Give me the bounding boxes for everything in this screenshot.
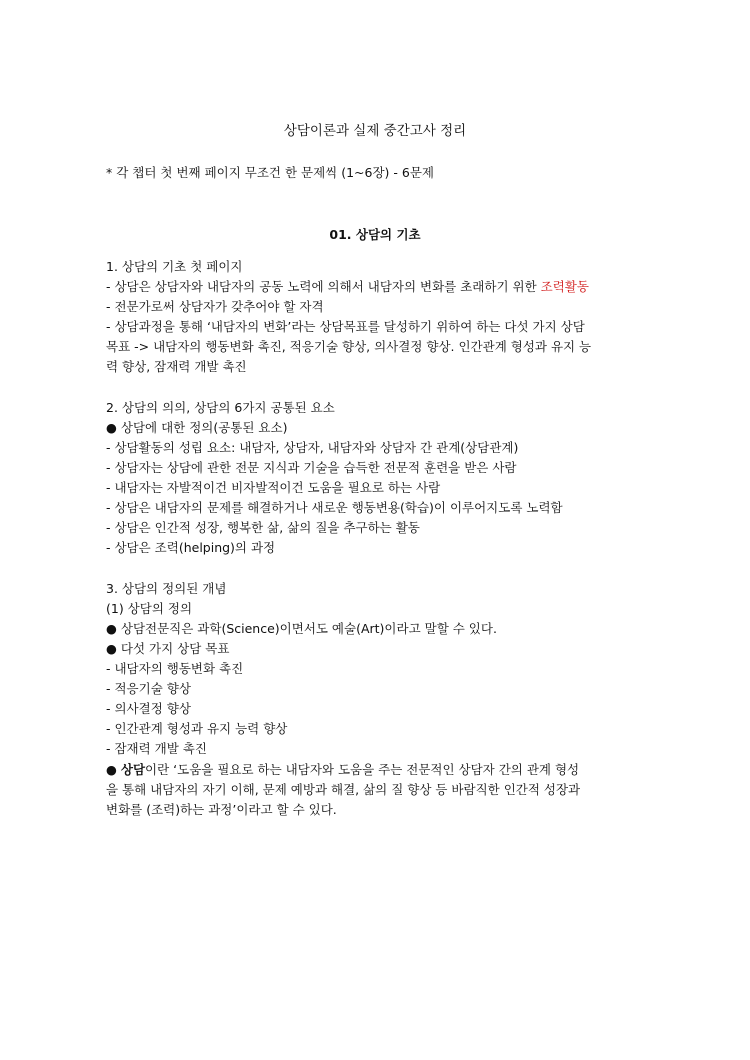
section-2-heading: 2. 상담의 의의, 상담의 6가지 공통된 요소 [106,400,335,415]
final-rest-text: 이란 ‘도움을 필요로 하는 내담자와 도움을 주는 전문적인 상담자 간의 관계 형성 [145,762,580,777]
section-3-item: - 의사결정 향상 [106,701,191,716]
section-1-heading: 1. 상담의 기초 첫 페이지 [106,259,243,274]
highlight-text: 조력활동 [540,279,589,294]
section-2-item: - 상담은 내담자의 문제를 해결하거나 새로운 행동변용(학습)이 이루어지도록 노력함 [106,500,563,515]
section-3-item: - 잠재력 개발 촉진 [106,741,207,756]
section-2-item: - 상담활동의 성립 요소: 내담자, 상담자, 내담자와 상담자 간 관계(상담관계) [106,440,519,455]
exam-note: * 각 챕터 첫 번째 페이지 무조건 한 문제씩 (1~6장) - 6문제 [106,165,434,180]
section-2-item: - 상담은 인간적 성장, 행복한 삶, 삶의 질을 추구하는 활동 [106,520,420,535]
section-1-line-2: - 전문가로써 상담자가 갖추어야 할 자격 [106,299,324,314]
section-2-item: - 상담자는 상담에 관한 전문 지식과 기술을 습득한 전문적 훈련을 받은 사람 [106,460,517,475]
section-2-bullet: ● 상담에 대한 정의(공통된 요소) [106,420,288,435]
section-1-line-1-text: - 상담은 상담자와 내담자의 공동 노력에 의해서 내담자의 변화를 초래하기 위한 [106,279,541,294]
section-2-item: - 상담은 조력(helping)의 과정 [106,540,276,555]
section-3-bullet-1: ● 상담전문직은 과학(Science)이면서도 예술(Art)이라고 말할 수 있다. [106,621,497,636]
section-3-final-line-3: 변화를 (조력)하는 과정’이라고 할 수 있다. [106,802,337,817]
section-1-line-1 [106,279,646,295]
section-3-item: - 내담자의 행동변화 촉진 [106,661,244,676]
chapter-heading: 01. 상담의 기초 [329,227,421,242]
section-2-item: - 내담자는 자발적이건 비자발적이건 도움을 필요로 하는 사람 [106,480,441,495]
section-3-heading: 3. 상담의 정의된 개념 [106,581,227,596]
section-3-final-line-2: 을 통해 내담자의 자기 이해, 문제 예방과 해결, 삶의 질 향상 등 바람직한 인간적 성장과 [106,782,581,797]
page-title: 상담이론과 실제 중간고사 정리 [283,123,467,139]
final-bullet: ● [106,762,121,777]
section-1-line-4: 목표 -> 내담자의 행동변화 촉진, 적응기술 향상, 의사결정 향상. 인간관계 형성과 유지 능 [106,339,592,354]
section-3-subheading: (1) 상담의 정의 [106,601,193,616]
section-1-line-5: 력 향상, 잠재력 개발 촉진 [106,359,247,374]
final-bold-term: 상담 [120,762,146,777]
section-3-bullet-2: ● 다섯 가지 상담 목표 [106,641,230,656]
section-3-item: - 인간관계 형성과 유지 능력 향상 [106,721,288,736]
section-1-line-3: - 상담과정을 통해 ‘내담자의 변화’라는 상담목표를 달성하기 위하여 하는 다섯 가지 상담 [106,319,585,334]
section-3-final-line-1 [106,762,646,778]
section-3-item: - 적응기술 향상 [106,681,191,696]
